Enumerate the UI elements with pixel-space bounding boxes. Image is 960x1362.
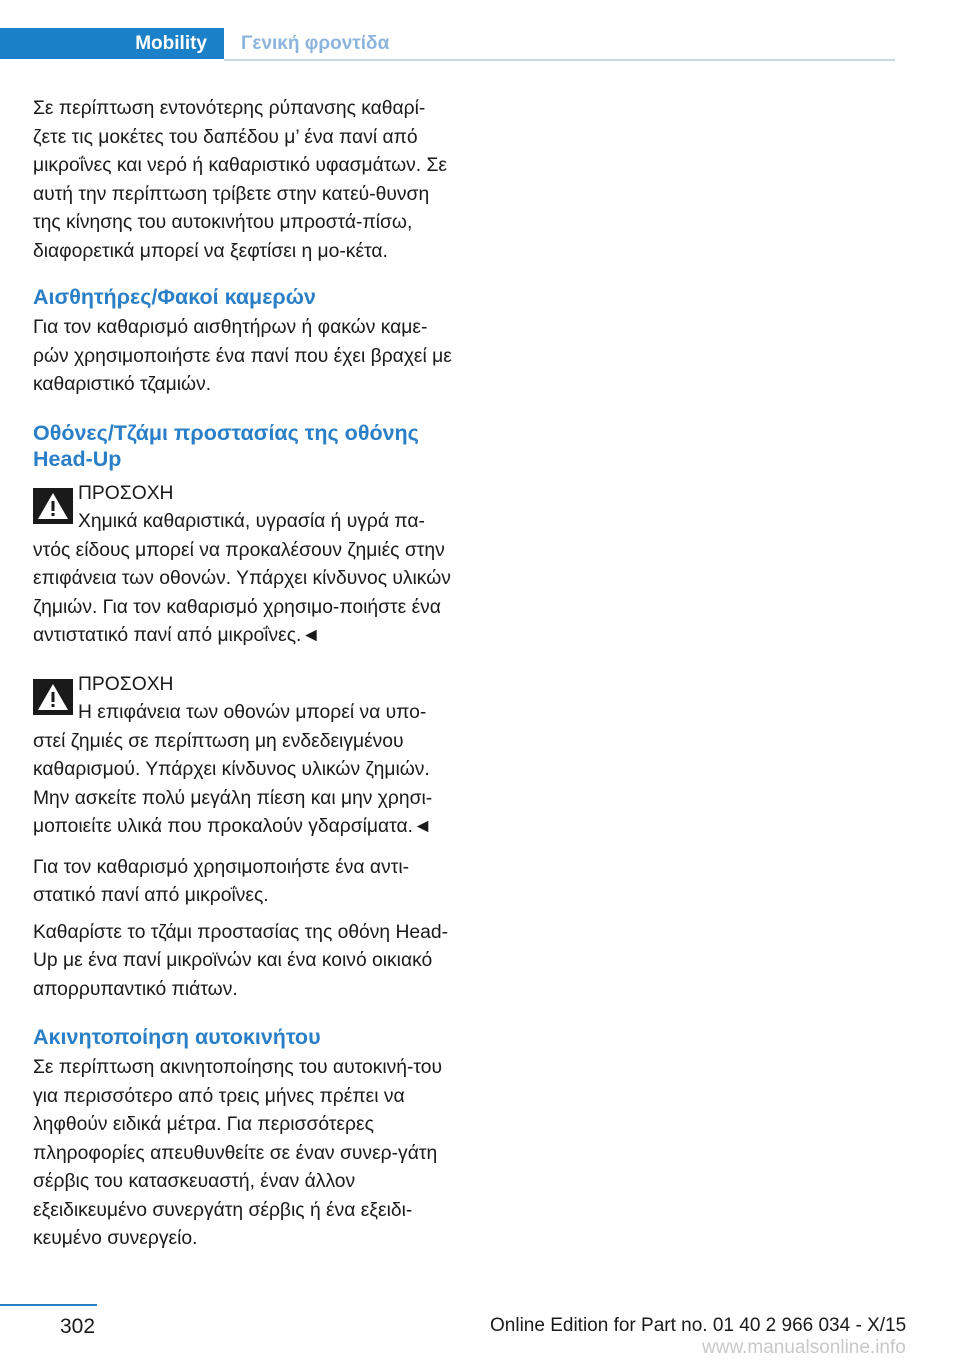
warning-text-2-first: Η επιφάνεια των οθονών μπορεί να υπο‐ [78,702,427,723]
warning-text-2-rest: στεί ζημιές σε περίπτωση μη ενδεδειγμένου καθαρισμού. Υπάρχει κίνδυνος υλικών ζημιών. Μην ασκείτε πολύ μεγάλη πίεση και μην χρησι‐μοποιείτε υλικά που προκαλούν γδαρσίματα.◄ [33,730,433,837]
heading-sensors-cameras: Αισθητήρες/Φακοί καμερών [33,285,316,309]
paragraph-carpet-cleaning: Σε περίπτωση εντονότερης ρύπανσης καθαρί‐ζετε τις μοκέτες του δαπέδου μ’ ένα πανί από μικροΐνες και νερό ή καθαριστικό υφασμάτων. Σε αυτή την περίπτωση τρίβετε στην κατεύ‐θυνση της κίνησης του αυτοκινήτου μπροστά-πίσω, διαφορετικά μπορεί να ξεφτίσει η μο‐κέτα. [33,98,448,262]
paragraph-headup-glass: Καθαρίστε το τζάμι προστασίας της οθόνη Head-Up με ένα πανί μικροϊνών και ένα κοινό οικιακό απορρυπαντικό πιάτων. [33,921,448,1000]
footer-divider [0,1304,97,1306]
paragraph-antistatic: Για τον καθαρισμό χρησιμοποιήστε ένα αντι‐στατικό πανί από μικροΐνες. [33,856,410,906]
warning-text-1-rest: ντός είδους μπορεί να προκαλέσουν ζημιές στην επιφάνεια των οθονών. Υπάρχει κίνδυνος υλικών ζημιών. Για τον καθαρισμό χρησιμο‐ποιήστε ένα αντιστατικό πανί από μικροΐνες.◄ [33,539,451,646]
warning-icon [33,679,73,715]
paragraph-immobilization: Σε περίπτωση ακινητοποίησης του αυτοκινή‐του για περισσότερο από τρεις μήνες πρέπει να ληφθούν ειδικά μέτρα. Για περισσότερες πληροφορίες απευθυνθείτε σε έναν συνερ‐γάτη σέρβις του κατασκευαστή, έναν άλλον εξειδικευμένο συνεργάτη σέρβις ή ένα εξειδι‐κευμένο συνεργείο. [33,1057,443,1249]
watermark: www.manualsonline.info [702,1337,906,1358]
heading-displays-headup: Οθόνες/Τζάμι προστασίας της οθόνης Head-Up [33,420,419,471]
warning-text-1-first: Χημικά καθαριστικά, υγρασία ή υγρά πα‐ [78,511,425,532]
warning-title-1: ΠΡΟΣΟΧΗ [78,482,174,504]
main-column [33,95,453,1254]
warning-block-2 [33,671,453,842]
tab-mobility[interactable]: Mobility [0,28,224,59]
header-divider [224,59,895,61]
tab-general-care[interactable]: Γενική φροντίδα [224,28,895,59]
header-bar [0,28,895,61]
warning-icon [33,488,73,524]
edition-label: Online Edition for Part no. 01 40 2 966 034 - X/15 [490,1315,907,1336]
warning-block-1 [33,480,453,651]
page-number: 302 [60,1315,96,1338]
heading-immobilization: Ακινητοποίηση αυτοκινήτου [33,1025,321,1049]
paragraph-sensors: Για τον καθαρισμό αισθητήρων ή φακών καμε‐ρών χρησιμοποιήστε ένα πανί που έχει βραχεί με καθαριστικό τζαμιών. [33,317,452,395]
warning-title-2: ΠΡΟΣΟΧΗ [78,673,174,695]
